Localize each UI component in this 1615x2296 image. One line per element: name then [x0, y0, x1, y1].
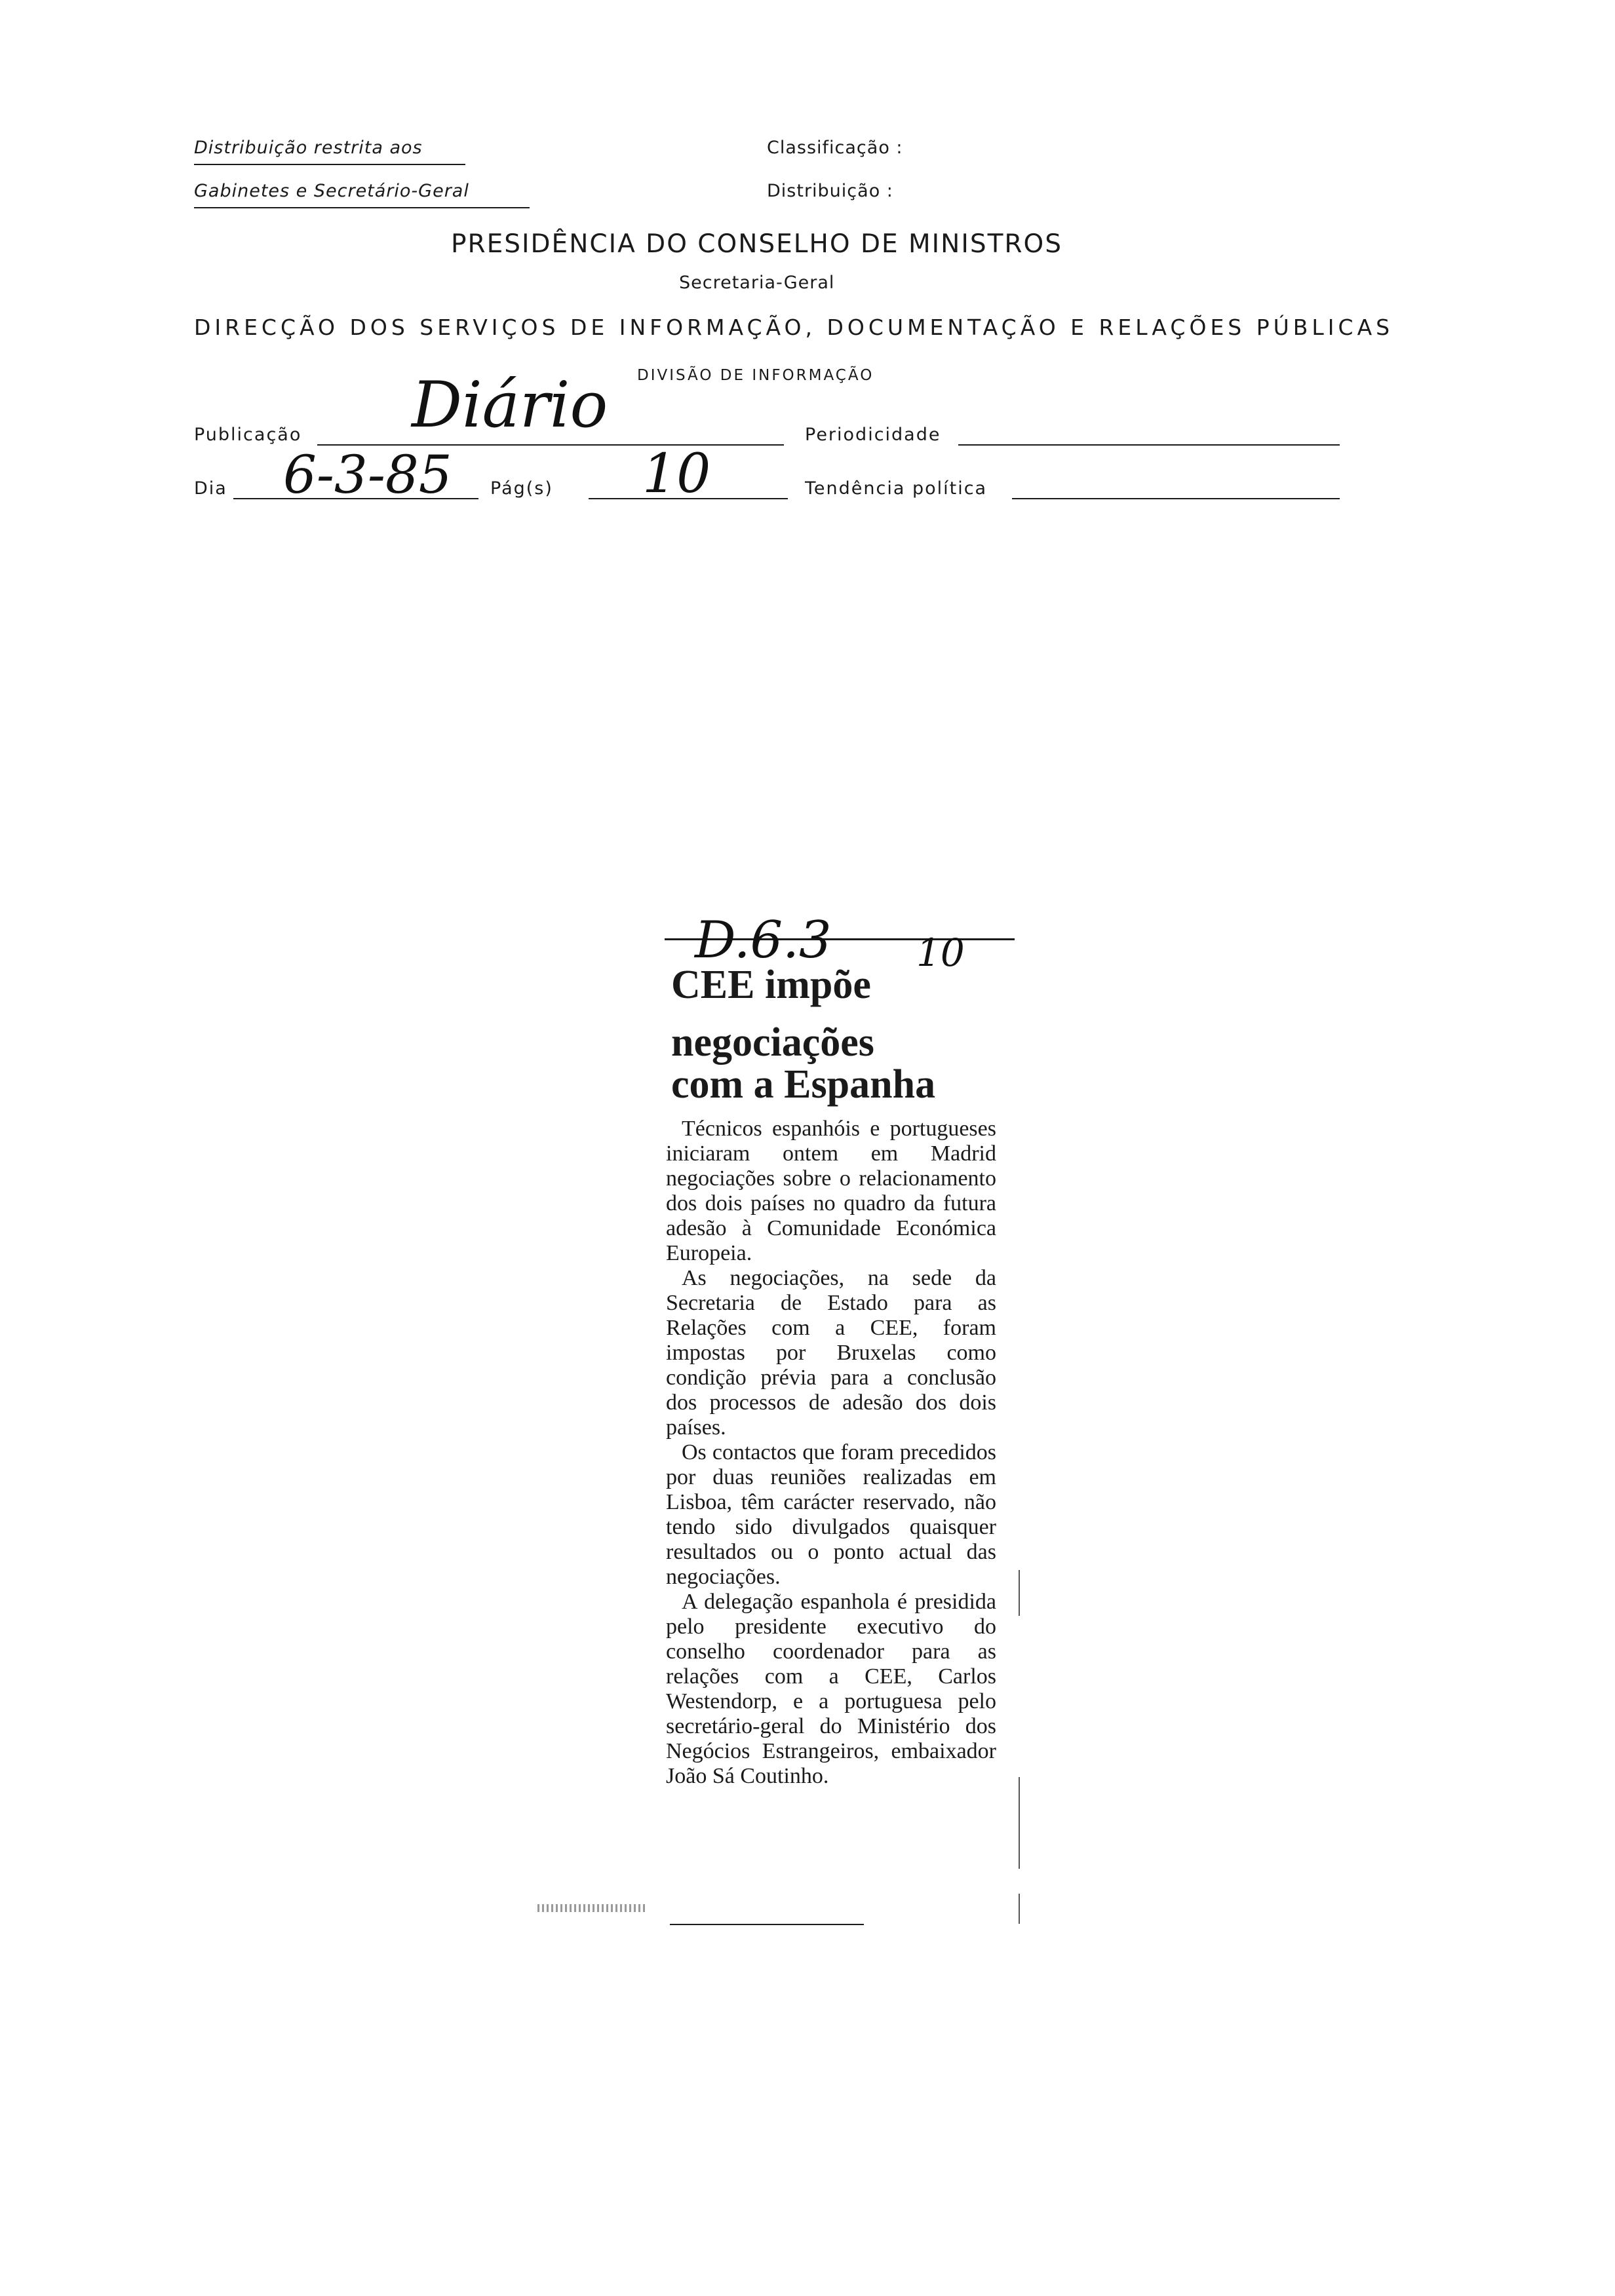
publication-handwritten-value: Diário [412, 368, 608, 442]
periodicity-field-line [958, 444, 1340, 446]
divider [194, 164, 465, 165]
distribution-restricted-line1: Distribuição restrita aos [194, 138, 423, 158]
directorate-line: DIRECÇÃO DOS SERVIÇOS DE INFORMAÇÃO, DOCUMENTAÇÃO E RELAÇÕES PÚBLICAS [194, 315, 1394, 340]
headline-line-2: negociações [671, 1020, 874, 1065]
organization-title: PRESIDÊNCIA DO CONSELHO DE MINISTROS [451, 229, 1062, 259]
headline-line-3: com a Espanha [671, 1062, 936, 1107]
day-label: Dia [194, 478, 227, 499]
scan-speck [1019, 1894, 1020, 1924]
clipping-bottom-rule [670, 1924, 864, 1925]
headline-line-1: CEE impõe [671, 963, 871, 1007]
clipping-handwritten-date: D.6.3 [695, 911, 832, 970]
distribution-label: Distribuição : [767, 181, 893, 201]
classification-label: Classificação : [767, 138, 903, 158]
pages-label: Pág(s) [490, 478, 553, 499]
day-handwritten-value: 6-3-85 [283, 444, 452, 505]
clipping-handwritten-page: 10 [916, 930, 965, 975]
periodicity-label: Periodicidade [805, 425, 941, 445]
article-paragraph: As negociações, na sede da Secretaria de Estado para as Relações com a CEE, foram impostas por Bruxelas como condição prévia para a conclusão dos processos de adesão dos dois países. [666, 1266, 996, 1440]
article-paragraph: Técnicos espanhóis e portugueses iniciaram ontem em Madrid negociações sobre o relacionamento dos dois países no quadro da futura adesão à Comunidade Económica Europeia. [666, 1117, 996, 1265]
pages-handwritten-value: 10 [642, 443, 711, 505]
organization-subtitle: Secretaria-Geral [679, 273, 835, 293]
scan-speck [1019, 1570, 1020, 1616]
scan-speck [537, 1904, 648, 1912]
political-tendency-field-line [1012, 498, 1340, 499]
distribution-restricted-line2: Gabinetes e Secretário-Geral [194, 181, 469, 201]
scan-speck [1019, 1777, 1020, 1869]
article-paragraph: Os contactos que foram precedidos por duas reuniões realizadas em Lisboa, têm carácter reservado, não tendo sido divulgados quaisquer resultados ou o ponto actual das negociações. [666, 1440, 996, 1589]
division-label: DIVISÃO DE INFORMAÇÃO [637, 367, 874, 384]
article-body [666, 1117, 996, 1789]
article-paragraph: A delegação espanhola é presidida pelo presidente executivo do conselho coordenador para as relações com a CEE, Carlos Westendorp, e a portuguesa pelo secretário-geral do Ministério dos Negócios Estrangeiros, embaixador João Sá Coutinho. [666, 1590, 996, 1788]
political-tendency-label: Tendência política [805, 478, 988, 499]
divider [194, 207, 530, 208]
publication-label: Publicação [194, 425, 302, 445]
